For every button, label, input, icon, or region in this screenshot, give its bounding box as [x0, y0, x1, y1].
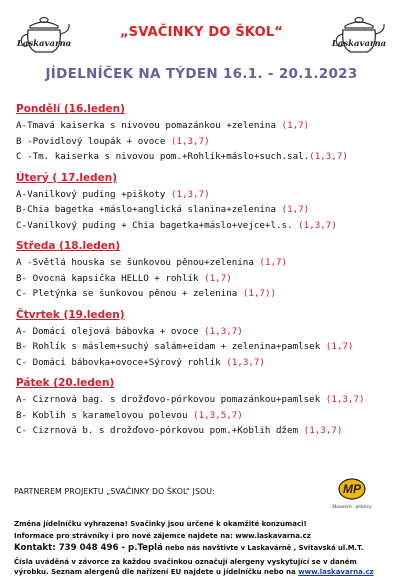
- day-thursday: [16, 309, 396, 371]
- website-link[interactable]: www.laskavarna.cz: [298, 568, 374, 576]
- menu-subtitle: JÍDELNÍČEK NA TÝDEN 16.1. - 20.1.2023: [45, 66, 358, 82]
- menu-item: [16, 255, 396, 271]
- allergen-note-1: Čísla uváděná v závorce za každou svačinkou označují alergeny vyskytující se v daném: [14, 558, 357, 566]
- menu-item-text: B-Chia bagetka +máslo+anglická slanina+zelenina: [16, 204, 276, 215]
- menu-item-text: B- Ovocná kapsička HELLO + rohlík: [16, 272, 199, 284]
- menu-item-text: C- Pletýnka se šunkovou pěnou + zelenina: [16, 288, 238, 299]
- day-heading: Pondělí (16.leden): [16, 103, 125, 115]
- menu-item: [16, 271, 396, 287]
- logo-text-left: Laskavarna: [16, 39, 72, 49]
- menu-item-text: C- Domácí bábovka+ovoce+Sýrový rohlík: [16, 356, 221, 368]
- page-title: „SVAČINKY DO ŠKOL“: [119, 25, 284, 40]
- weekly-menu: [16, 103, 396, 446]
- allergens: (1,3,7): [226, 356, 265, 368]
- menu-item: [16, 339, 396, 355]
- allergens: (1,3,7): [298, 219, 337, 231]
- allergens: (1,7): [204, 272, 232, 284]
- day-friday: [16, 377, 396, 439]
- disclaimer: Změna jídelníčku vyhrazena! Svačinky jsou určené k okamžité konzumaci!: [14, 520, 307, 528]
- info-line: [14, 532, 311, 540]
- menu-item-text: A-Vanilkový puding +piškoty: [16, 188, 166, 200]
- menu-item: [16, 423, 396, 439]
- menu-item-text: C -Tm. kaiserka s nivovou pom.+Rohlík+máslo+such.sal.: [16, 151, 310, 162]
- logo-text-right: Laskavarna: [331, 39, 387, 49]
- menu-item-text: A- Cizrnová bag. s drožďovo-pórkovou pomazánkou+pamlsek: [16, 394, 321, 405]
- menu-item-text: A- Domácí olejová bábovka + ovoce: [16, 325, 199, 337]
- day-tuesday: [16, 172, 396, 234]
- menu-item: [16, 324, 396, 340]
- menu-item: [16, 408, 396, 424]
- contact-line: [14, 543, 363, 553]
- menu-item: [16, 218, 396, 234]
- partner-logo: [328, 477, 376, 513]
- day-monday: [16, 103, 396, 165]
- allergen-note-text: výrobku. Seznam alergenů dle nařízení EU najdete u jídelníčku nebo na: [14, 568, 299, 576]
- allergens: (1,7): [281, 204, 310, 215]
- allergens: (1,3,7): [170, 188, 210, 200]
- allergens: (1,7): [281, 120, 310, 131]
- contact-visit: nebo nás navštivte v Laskavárně , Svitavská ul.M.T.: [162, 544, 364, 552]
- contact-phone: Kontakt: 739 048 496 - p.Teplá: [14, 543, 163, 553]
- allergens: (1,7)): [242, 288, 277, 299]
- allergens: (1,3,7): [170, 135, 210, 147]
- menu-item-text: A-Tmavá kaiserka s nivovou pomazánkou +zelenina: [16, 120, 276, 131]
- menu-item: [16, 286, 396, 302]
- menu-item-text: C-Vanilkový puding + Chia bagetka+máslo+vejce+l.s.: [16, 219, 293, 231]
- menu-item: [16, 118, 396, 134]
- day-heading: Úterý ( 17.leden): [16, 171, 118, 184]
- website-link[interactable]: www.laskavarna.cz: [235, 532, 311, 540]
- mp-logo-icon: [328, 477, 376, 513]
- allergen-note-2: [14, 568, 374, 576]
- day-wednesday: [16, 240, 396, 302]
- menu-item-text: C- Cizrnová b. s drožďovo-pórkovou pom.+Koblih džem: [16, 425, 299, 436]
- allergens: (1,7): [259, 257, 288, 268]
- day-heading: Pátek (20.leden): [16, 377, 115, 389]
- menu-item-text: B- Koblih s karamelovou polevou: [16, 409, 188, 421]
- allergens: (1,3,7): [303, 425, 343, 436]
- allergens: (1,3,7): [204, 325, 243, 337]
- allergens: (1,3,5,7): [193, 409, 243, 421]
- day-heading: Čtvrtek (19.leden): [16, 308, 125, 321]
- allergens: (1,3,7): [309, 151, 348, 162]
- menu-item: [16, 202, 396, 218]
- info-text: Informace pro strávníky i pro nové zájemce najdete na:: [14, 532, 236, 540]
- mp-logo-letters: MP: [343, 482, 361, 496]
- menu-item-text: B -Povidlový loupák + ovoce: [16, 135, 166, 147]
- mp-logo-caption: Maxxtech - pekárny: [332, 505, 372, 510]
- allergens: (1,7): [325, 341, 354, 352]
- day-heading: Středa (18.leden): [16, 240, 121, 252]
- menu-item: [16, 355, 396, 371]
- menu-item: [16, 149, 396, 165]
- menu-item: [16, 134, 396, 150]
- menu-item: [16, 187, 396, 203]
- menu-item-text: B- Rohlík s máslem+suchý salám+eidam + zelenina+pamlsek: [16, 341, 321, 352]
- partner-line: PARTNEREM PROJEKTU „SVAČINKY DO ŠKOL“ JSOU:: [14, 487, 215, 496]
- allergens: (1,3,7): [325, 394, 365, 405]
- menu-item: [16, 392, 396, 408]
- menu-item-text: A -Světlá houska se šunkovou pěnou+zelenina: [16, 257, 254, 268]
